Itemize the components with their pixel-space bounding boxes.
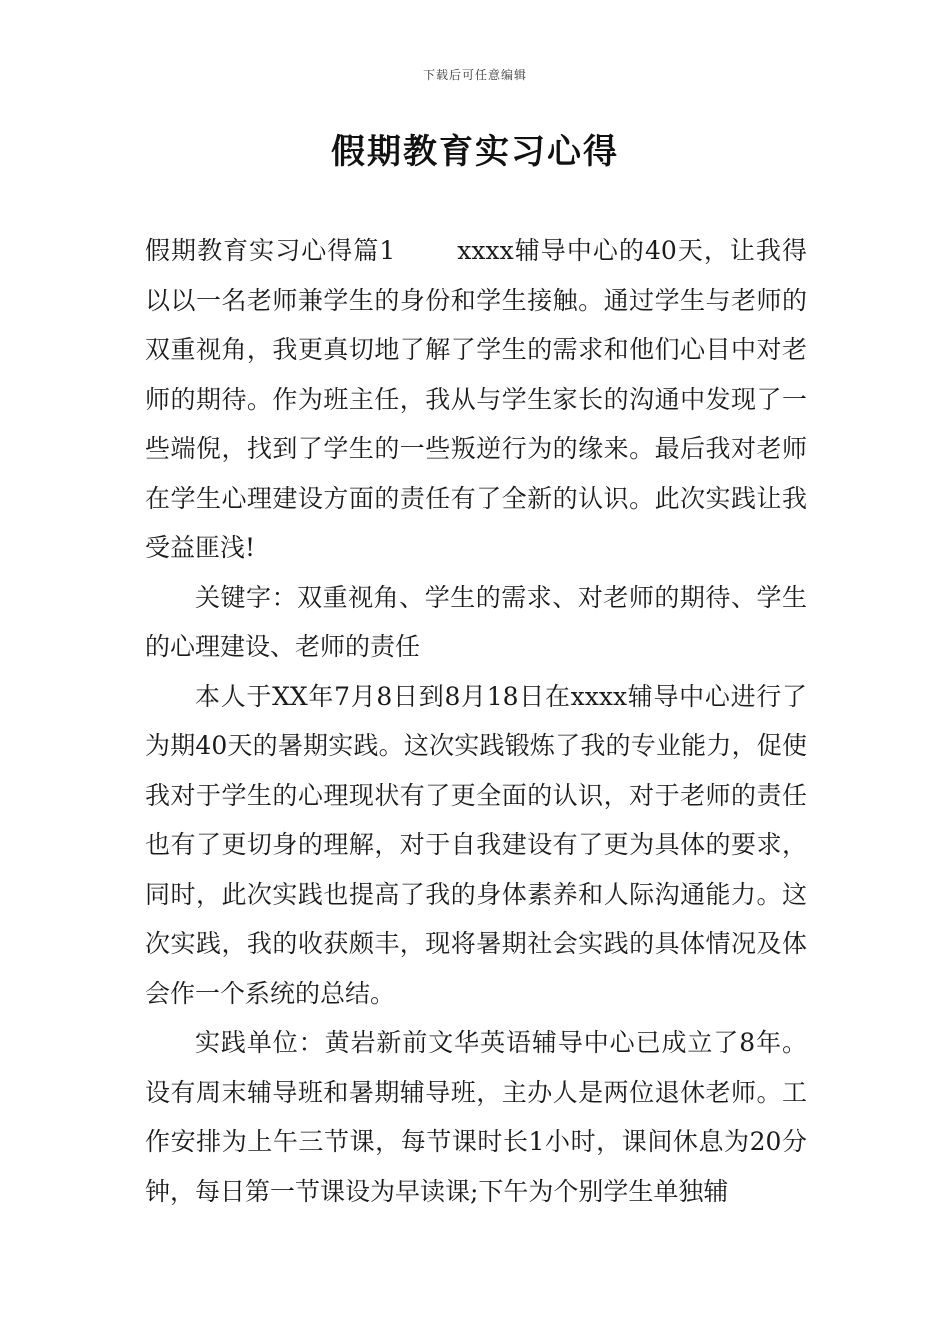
paragraph-intro — [145, 226, 807, 573]
document-body — [145, 226, 807, 1216]
paragraph-summary: 本人于XX年7月8日到8月18日在xxxx辅导中心进行了为期40天的暑期实践。这次实践锻炼了我的专业能力，促使我对于学生的心理现状有了更全面的认识，对于老师的责任也有了更切身的理解，对于自我建设有了更为具体的要求，同时，此次实践也提高了我的身体素养和人际沟通能力。这次实践，我的收获颇丰，现将暑期社会实践的具体情况及体会作一个系统的总结。 — [145, 681, 807, 1008]
paragraph-1-text: xxxx辅导中心的40天，让我得以以一名老师兼学生的身份和学生接触。通过学生与老师的双重视角，我更真切地了解了学生的需求和他们心目中对老师的期待。作为班主任，我从与学生家长的沟通中发现了一些端倪，找到了学生的一些叛逆行为的缘来。最后我对老师在学生心理建设方面的责任有了全新的认识。此次实践让我受益匪浅! — [145, 236, 807, 562]
section-label: 假期教育实习心得篇1 — [145, 236, 396, 265]
header-note: 下载后可任意编辑 — [422, 68, 527, 82]
page-title: 假期教育实习心得 — [331, 132, 619, 172]
paragraph-practice-unit: 实践单位：黄岩新前文华英语辅导中心已成立了8年。设有周末辅导班和暑期辅导班，主办人是两位退休老师。工作安排为上午三节课，每节课时长1小时，课间休息为20分钟，每日第一节课设为早读课;下午为个别学生单独辅 — [145, 1028, 807, 1206]
paragraph-keywords: 关键字：双重视角、学生的需求、对老师的期待、学生的心理建设、老师的责任 — [145, 582, 807, 661]
